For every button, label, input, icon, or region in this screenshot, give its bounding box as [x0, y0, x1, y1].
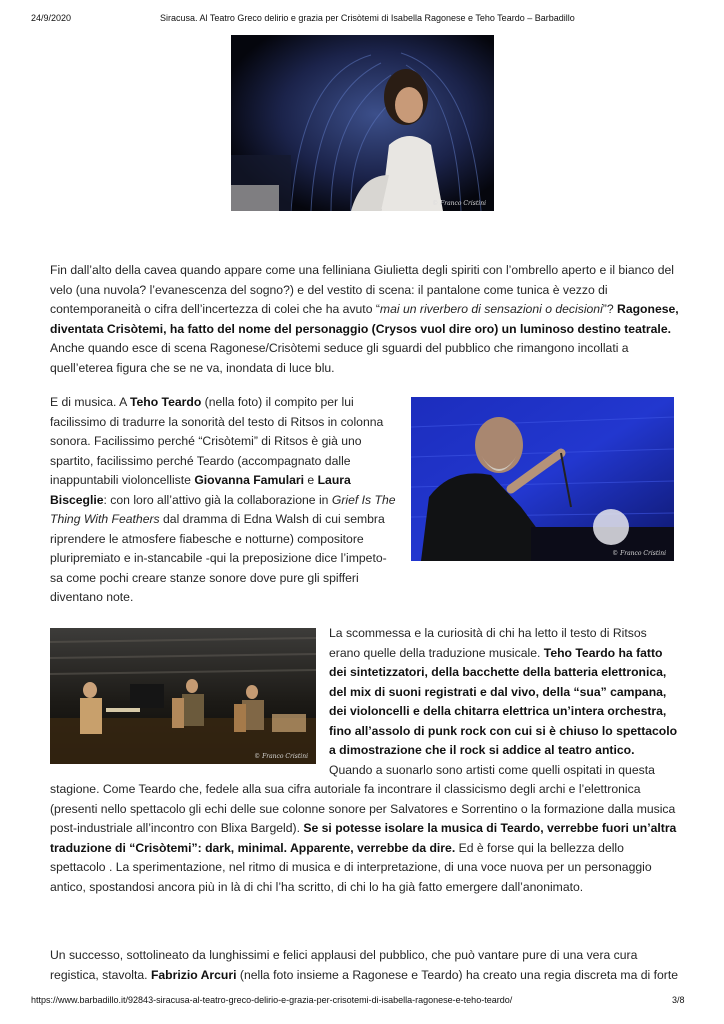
- photo-stage: [50, 628, 316, 764]
- text-line: antico, spostandosi ancora più in là di chi l’ha scritto, di chi lo ha già fatto emergere dall’anonimato.: [50, 879, 584, 894]
- bold-run: Giovanna Famulari: [194, 473, 305, 487]
- text-line: Anche quando esce di scena Ragonese/Crisòtemi seduce gli sguardi del pubblico che rimangono incollati a: [50, 341, 629, 355]
- print-date: 24/9/2020: [31, 13, 72, 23]
- text-line: [50, 819, 676, 839]
- text-line: [329, 722, 677, 742]
- text-line: diventano note.: [50, 590, 134, 604]
- article-paragraph-3-wrapped: [329, 624, 677, 780]
- text-line: [329, 644, 677, 664]
- text-line: [329, 663, 677, 683]
- text-run: dal dramma di Edna Walsh di cui sembra: [159, 512, 385, 526]
- text-line: [50, 491, 396, 511]
- bold-run: del mix di suoni registrati e dal vivo, della “sua” campana,: [329, 684, 667, 699]
- text-line: riprendere le atmosfere fiabesche e notturne) compositore: [50, 531, 364, 546]
- photo-credit: © Franco Cristini: [612, 550, 666, 557]
- text-line: [50, 393, 396, 413]
- bold-run: dei sintetizzatori, della bacchette della batteria elettronica,: [329, 665, 667, 679]
- text-run: inappuntabili violoncelliste: [50, 473, 195, 487]
- bold-run: traduzione di “Crisòtemi”: dark, minimal. Apparente, verrebbe da dire.: [50, 840, 456, 855]
- text-line: stagione. Come Teardo che, fedele alla sua cifra autoriale fa incontrare il classicismo degli archi e l’elettronica: [50, 782, 641, 796]
- bold-run: Laura: [317, 473, 351, 487]
- photo-stage-image: [50, 628, 316, 764]
- text-line: [50, 966, 678, 986]
- italic-run: Grief Is The: [331, 492, 396, 507]
- text-line: spartito, facilissimo perché Teardo (accompagnato dalle: [50, 453, 351, 468]
- article-paragraph-2: [50, 393, 396, 608]
- text-line: [329, 702, 677, 722]
- text-line: [329, 683, 677, 703]
- text-line: [329, 741, 677, 761]
- article-paragraph-3-full: [50, 780, 676, 897]
- bold-run: Fabrizio Arcuri: [150, 967, 237, 982]
- text-line: [50, 839, 676, 859]
- text-line: facilissimo di tradurre la sonorità del testo di Ritsos in colonna: [50, 414, 384, 429]
- text-run: (nella foto) il compito per lui: [201, 395, 354, 409]
- text-run: (nella foto insieme a Ragonese e Teardo) ha creato una regia discreta ma di forte: [236, 967, 678, 982]
- quote-italic: mai un riverbero di sensazioni o decisioni: [379, 302, 603, 316]
- text-line: La scommessa e la curiosità di chi ha letto il testo di Ritsos: [329, 626, 647, 640]
- bold-run: Ragonese,: [617, 302, 679, 316]
- bold-run: a dimostrazione che il rock si addice al teatro antico.: [329, 743, 635, 757]
- text-line: sonora. Facilissimo perché “Crisòtemi” di Ritsos è già uno: [50, 434, 362, 448]
- bold-run: diventata Crisòtemi, ha fatto del nome del personaggio (Crysos vuol dire oro) un luminoso destino teatrale.: [50, 321, 671, 336]
- text-run: contemporaneità o cifra dell’incertezza di colei che ha avuto “: [50, 302, 380, 316]
- text-run: erano quelle della traduzione musicale.: [329, 645, 544, 660]
- text-line: (presenti nello spettacolo gli echi delle sue colonne sonore per Salvatores e Sorrentino o la formazione dalla musica: [50, 801, 676, 816]
- photo-credit: © Franco Cristini: [432, 200, 486, 207]
- text-line: [50, 320, 679, 340]
- text-run: ”?: [602, 302, 618, 316]
- text-line: velo (una nuvola? l’evanescenza del sogno?) e del vestito di scena: il pantalone come tunica è vezzo di: [50, 282, 608, 297]
- print-page-number: 3/8: [672, 995, 685, 1005]
- text-run: post-industriale all’incontro con Blixa Bargeld).: [50, 821, 304, 835]
- text-line: spettacolo . La sperimentazione, nel ritmo di musica e di interpretazione, di una voce nuova per un personaggio: [50, 860, 652, 874]
- article-paragraph-1: [50, 261, 679, 378]
- text-line: sa come pochi creare stanze sonore dove pure gli spifferi: [50, 570, 359, 585]
- article-paragraph-4: [50, 946, 678, 985]
- print-page-title: Siracusa. Al Teatro Greco delirio e grazia per Crisòtemi di Isabella Ragonese e Teho Teardo – Barbadillo: [160, 13, 575, 23]
- photo-ragonese: [231, 35, 494, 211]
- bold-run: fino all’assolo di punk rock con cui si è chiuso lo spettacolo: [329, 723, 678, 738]
- bold-run: Teho Teardo: [129, 395, 202, 409]
- text-run: : con loro all’attivo già la collaborazione in: [103, 492, 332, 507]
- text-line: [50, 510, 396, 530]
- bold-run: dei violoncelli e della chitarra elettrica un’intera orchestra,: [329, 704, 667, 718]
- bold-run: Se si potesse isolare la musica di Teardo, verrebbe fuori un’altra: [303, 821, 677, 835]
- print-page-url: https://www.barbadillo.it/92843-siracusa-al-teatro-greco-delirio-e-grazia-per-crisotemi-di-isabella-ragonese-e-teho-teardo/: [31, 995, 513, 1005]
- text-line: quell’eterea figura che se ne va, inondata di luce blu.: [50, 360, 335, 375]
- text-run: e: [304, 473, 318, 487]
- text-line: Un successo, sottolineato da lunghissimi e felici applausi del pubblico, che può vantare pure di una vera cura: [50, 948, 638, 962]
- text-line: pluripremiato e in-stancabile -qui la preposizione dice l’impeto-: [50, 551, 387, 565]
- text-line: Quando a suonarlo sono artisti come quelli ospitati in questa: [329, 762, 655, 777]
- text-line: Fin dall’alto della cavea quando appare come una felliniana Giulietta degli spiriti con l’ombrello aperto e il bianco del: [50, 263, 674, 277]
- text-run: Ed è forse qui la bellezza dello: [455, 840, 624, 855]
- photo-credit: © Franco Cristini: [254, 753, 308, 760]
- photo-teardo: [411, 397, 674, 561]
- text-run: registica, stavolta.: [50, 967, 151, 982]
- text-line: [50, 471, 396, 491]
- bold-run: Bisceglie: [50, 492, 104, 507]
- bold-run: Teho Teardo ha fatto: [543, 645, 663, 660]
- text-line: [50, 300, 679, 320]
- italic-run: Thing With Feathers: [50, 512, 160, 526]
- photo-teardo-image: [411, 397, 674, 561]
- text-run: E di musica. A: [50, 395, 130, 409]
- photo-ragonese-image: [231, 35, 494, 211]
